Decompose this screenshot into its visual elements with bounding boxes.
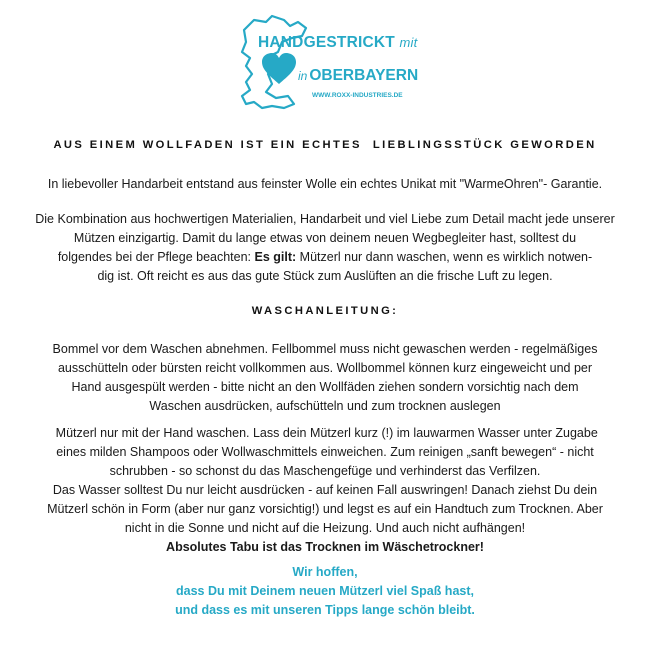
- closing-line-2: dass Du mit Deinem neuen Mützerl viel Spaß hast,: [176, 584, 474, 598]
- wash-line-3: schrubben - so schonst du das Maschengefüge und verhinderst das Verfilzen.: [109, 464, 541, 478]
- closing-message: [0, 563, 650, 620]
- care-line-4: dig ist. Oft reicht es aus das gute Stück zum Auslüften an die frische Luft zu legen.: [97, 269, 553, 283]
- intro-line: In liebevoller Handarbeit entstand aus feinster Wolle ein echtes Unikat mit "WarmeOhren"- Garantie.: [47, 177, 603, 191]
- main-heading: AUS EINEM WOLLFADEN IST EIN ECHTES LIEBLINGSSTÜCK GEWORDEN: [53, 139, 597, 151]
- wash-line-2: eines milden Shampoos oder Wollwaschmittels einweichen. Zum reinigen „sanft bewegen“ - nicht: [56, 445, 594, 459]
- heart-icon: [262, 53, 296, 84]
- brand-logo: [232, 12, 422, 112]
- wash-paragraph: [0, 424, 650, 557]
- closing-line-1: Wir hoffen,: [292, 565, 358, 579]
- wash-line-5: Mützerl schön in Form (aber nur ganz vorsichtig!) und legst es auf ein Handtuch zum Trocknen. Aber: [47, 502, 603, 516]
- intro-paragraph: [0, 175, 650, 194]
- wash-line-4: Das Wasser solltest Du nur leicht ausdrücken - auf keinen Fall auswringen! Danach ziehst Du dein: [52, 483, 598, 497]
- care-line-2: Mützen einzigartig. Damit du lange etwas von deinem neuen Wegbegleiter hast, solltest du: [73, 231, 577, 245]
- bommel-line-4: Waschen ausdrücken, aufschütteln und zum trocknen auslegen: [149, 399, 501, 413]
- bommel-line-2: ausschütteln oder bürsten reicht vollkommen aus. Wollbommel können kurz eingeweicht und per: [57, 361, 593, 375]
- es-gilt-label: Es gilt:: [254, 250, 297, 264]
- bommel-paragraph: [0, 340, 650, 416]
- wash-line-1: Mützerl nur mit der Hand waschen. Lass dein Mützerl kurz (!) im lauwarmen Wasser unter Zugabe: [52, 426, 598, 440]
- care-paragraph: [0, 210, 650, 286]
- bommel-line-1: Bommel vor dem Waschen abnehmen. Fellbommel muss nicht gewaschen werden - regelmäßiges: [52, 342, 598, 356]
- tumble-dryer-warning: Absolutes Tabu ist das Trocknen im Wäschetrockner!: [166, 540, 484, 554]
- logo-url: WWW.ROXX-INDUSTRIES.DE: [312, 92, 403, 99]
- bommel-line-3: Hand ausgespült werden - bitte nicht an den Wollfäden ziehen sondern vorsichtig nach dem: [71, 380, 579, 394]
- closing-line-3: und dass es mit unseren Tipps lange schön bleibt.: [175, 603, 475, 617]
- wash-heading: WASCHANLEITUNG:: [251, 305, 399, 317]
- care-line-3: folgendes bei der Pflege beachten: Es gilt: Mützerl nur dann waschen, wenn es wirklich notwen-: [57, 250, 593, 264]
- care-line-1: Die Kombination aus hochwertigen Materialien, Handarbeit und viel Liebe zum Detail macht jede unserer: [35, 212, 615, 226]
- logo-text-bottom: in OBERBAYERN: [298, 67, 419, 84]
- logo-text-top: HANDGESTRICKT mit: [258, 34, 418, 51]
- wash-line-6: nicht in die Sonne und nicht auf die Heizung. Und auch nicht aufhängen!: [124, 521, 526, 535]
